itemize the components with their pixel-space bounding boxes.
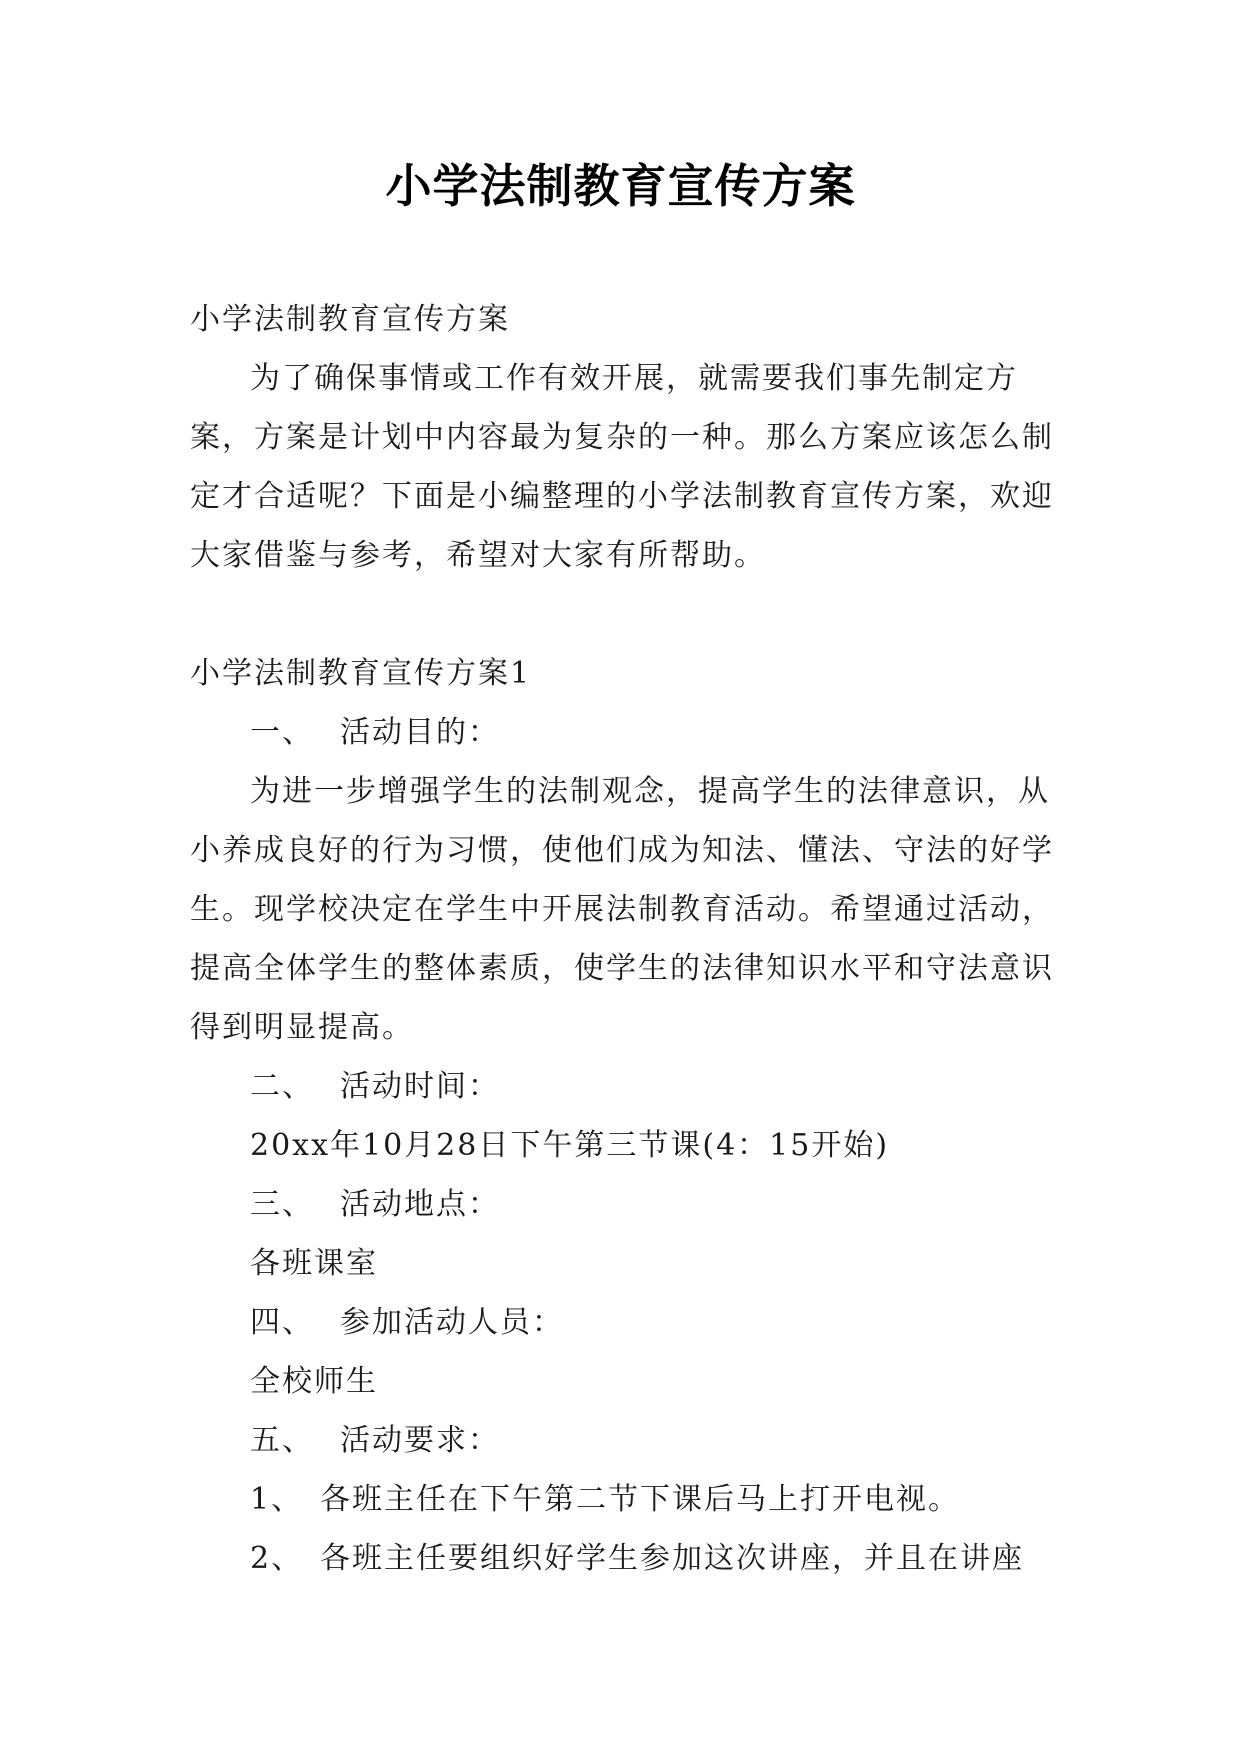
section-2-title: 活动时间： — [340, 1069, 500, 1104]
spacer — [190, 585, 1060, 644]
requirement-1-text: 各班主任在下午第二节下课后马上打开电视。 — [320, 1482, 960, 1517]
requirement-2 — [190, 1529, 1060, 1588]
section-3-title: 活动地点： — [340, 1187, 500, 1222]
requirement-1-number: 1、 — [250, 1482, 304, 1517]
section-2-number: 二、 — [250, 1069, 314, 1104]
requirement-2-number: 2、 — [250, 1541, 304, 1576]
section-1-body: 为进一步增强学生的法制观念，提高学生的法律意识，从小养成良好的行为习惯，使他们成为知法、懂法、守法的好学生。现学校决定在学生中开展法制教育活动。希望通过活动，提高全体学生的整体素质，使学生的法律知识水平和守法意识得到明显提高。 — [190, 774, 1054, 1045]
document-title: 小学法制教育宣传方案 — [385, 159, 856, 213]
section-3-body: 各班课室 — [250, 1246, 378, 1281]
section-4-title: 参加活动人员： — [340, 1305, 564, 1340]
section-1-number: 一、 — [250, 715, 314, 750]
section-2-heading — [190, 1057, 1060, 1116]
requirement-2-text: 各班主任要组织好学生参加这次讲座，并且在讲座 — [320, 1541, 1024, 1576]
section-2-body: 20xx年10月28日下午第三节课(4：15开始) — [250, 1128, 890, 1163]
section-1-heading — [190, 703, 1060, 762]
section-4-heading — [190, 1293, 1060, 1352]
section-3-heading — [190, 1175, 1060, 1234]
plan1-heading: 小学法制教育宣传方案1 — [190, 656, 532, 691]
document-body — [190, 290, 1060, 1588]
section-4-body: 全校师生 — [250, 1364, 378, 1399]
intro-paragraph: 为了确保事情或工作有效开展，就需要我们事先制定方案，方案是计划中内容最为复杂的一种。那么方案应该怎么制定才合适呢？下面是小编整理的小学法制教育宣传方案，欢迎大家借鉴与参考，希望对大家有所帮助。 — [190, 361, 1054, 573]
section-5-title: 活动要求： — [340, 1423, 500, 1458]
section-5-heading — [190, 1411, 1060, 1470]
section-4-number: 四、 — [250, 1305, 314, 1340]
section-1-title: 活动目的： — [340, 715, 500, 750]
section-5-number: 五、 — [250, 1423, 314, 1458]
intro-heading: 小学法制教育宣传方案 — [190, 302, 510, 337]
requirement-1 — [190, 1470, 1060, 1529]
section-3-number: 三、 — [250, 1187, 314, 1222]
